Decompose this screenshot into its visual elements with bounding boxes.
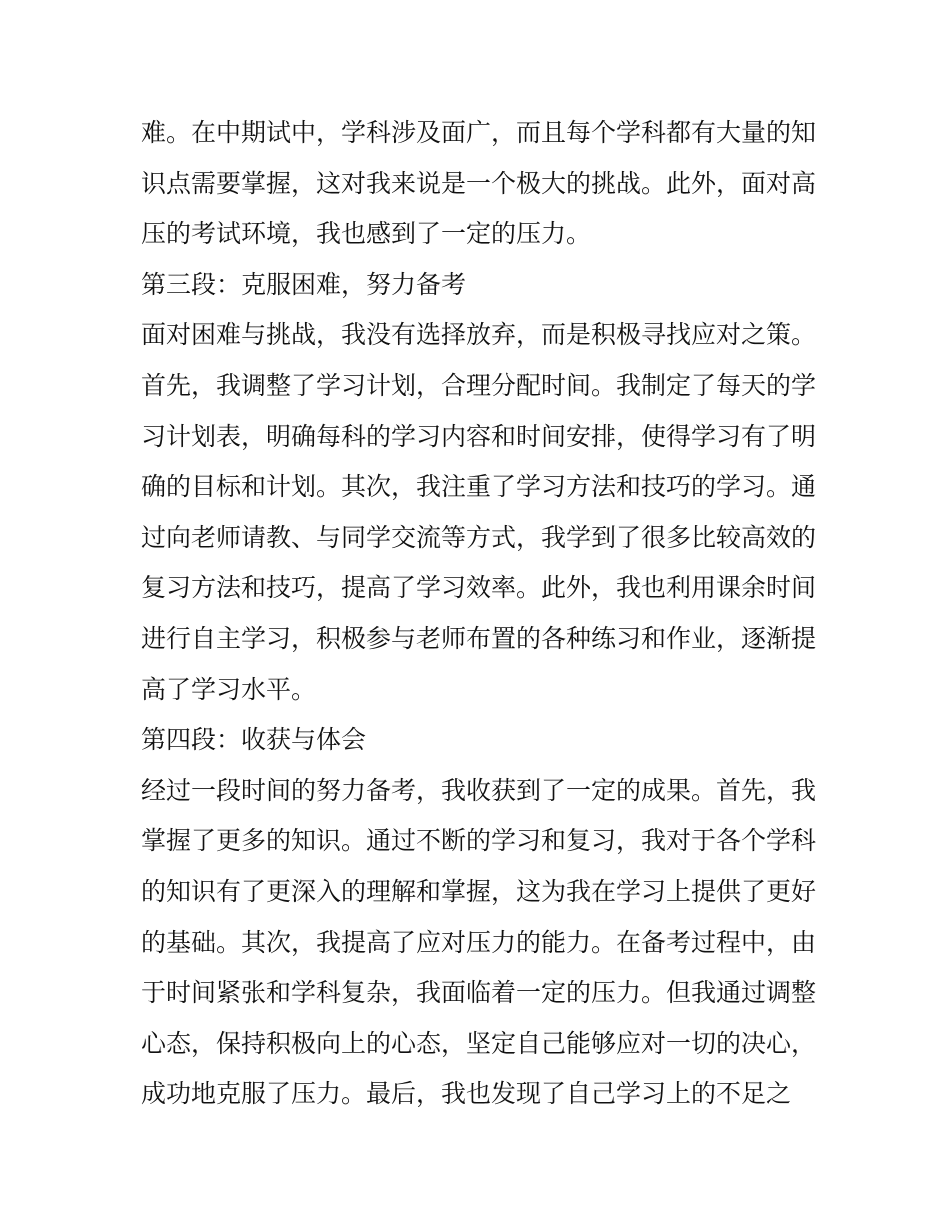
- text-line: 于时间紧张和学科复杂，我面临着一定的压力。但我通过调整: [141, 978, 817, 1008]
- text-line: 压的考试环境，我也感到了一定的压力。: [141, 219, 592, 249]
- text-line: 高了学习水平。: [141, 674, 317, 704]
- text-line: 掌握了更多的知识。通过不断的学习和复习，我对于各个学科: [141, 826, 817, 856]
- section-heading-4: 第四段：收获与体会: [141, 725, 367, 755]
- text-line: 经过一段时间的努力备考，我收获到了一定的成果。首先，我: [141, 775, 817, 805]
- text-line: 首先，我调整了学习计划，合理分配时间。我制定了每天的学: [141, 370, 817, 400]
- text-line: 识点需要掌握，这对我来说是一个极大的挑战。此外，面对高: [141, 168, 817, 198]
- text-line: 的基础。其次，我提高了应对压力的能力。在备考过程中，由: [141, 927, 817, 957]
- section-heading-3: 第三段：克服困难，努力备考: [141, 269, 467, 299]
- text-line: 确的目标和计划。其次，我注重了学习方法和技巧的学习。通: [141, 472, 817, 502]
- text-line: 难。在中期试中，学科涉及面广，而且每个学科都有大量的知: [141, 118, 817, 147]
- text-line: 成功地克服了压力。最后，我也发现了自己学习上的不足之: [141, 1079, 792, 1109]
- text-line: 过向老师请教、与同学交流等方式，我学到了很多比较高效的: [141, 522, 817, 552]
- text-line: 的知识有了更深入的理解和掌握，这为我在学习上提供了更好: [141, 876, 817, 906]
- text-line: 习计划表，明确每科的学习内容和时间安排，使得学习有了明: [141, 421, 817, 451]
- text-line: 复习方法和技巧，提高了学习效率。此外，我也利用课余时间: [141, 573, 817, 603]
- text-line: 心态，保持积极向上的心态，坚定自己能够应对一切的决心，: [141, 1028, 817, 1058]
- document-text: [141, 108, 821, 1120]
- text-line: 面对困难与挑战，我没有选择放弃，而是积极寻找应对之策。: [141, 320, 817, 350]
- text-line: 进行自主学习，积极参与老师布置的各种练习和作业，逐渐提: [141, 623, 817, 653]
